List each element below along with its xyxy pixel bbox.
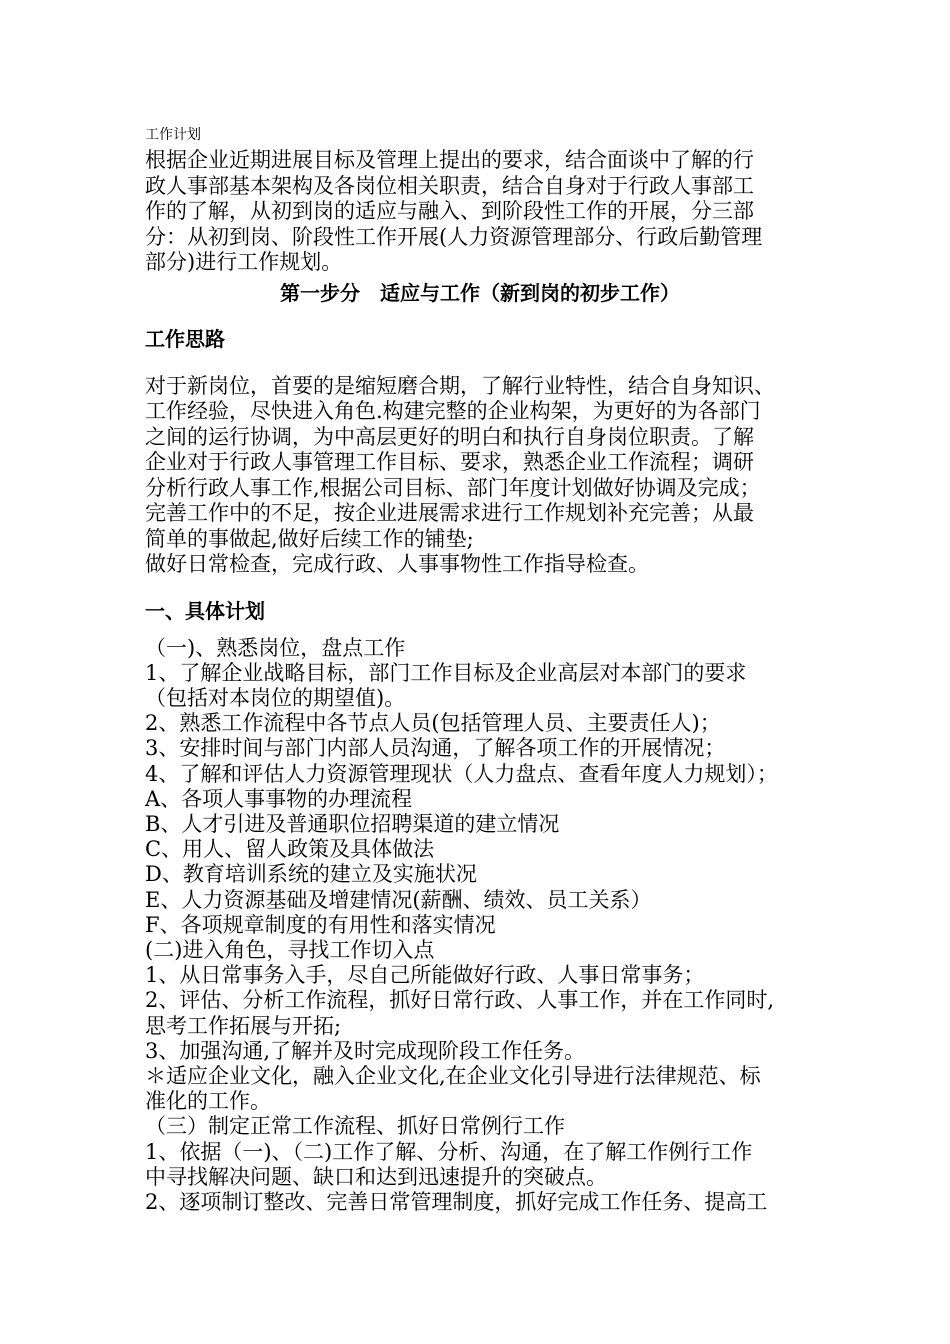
plan-line: E、人力资源基础及增建情况(薪酬、绩效、员工关系） — [145, 887, 652, 912]
plan-line: (二)进入角色，寻找工作切入点 — [145, 937, 435, 962]
plan-line: 3、加强沟通,了解并及时完成现阶段工作任务。 — [145, 1038, 586, 1063]
plan-line: 1、从日常事务入手，尽自己所能做好行政、人事日常事务； — [145, 963, 705, 988]
plan-list — [145, 636, 815, 1216]
plan-line: 1、依据（一)、（二)工作了解、分析、沟通，在了解工作例行工作 — [145, 1139, 753, 1164]
plan-line: B、人才引进及普通职位招聘渠道的建立情况 — [145, 811, 560, 836]
plan-line: 1、了解企业战略目标，部门工作目标及企业高层对本部门的要求 — [145, 660, 747, 685]
intro-paragraph — [145, 148, 815, 276]
intro-line: 根据企业近期进展目标及管理上提出的要求，结合面谈中了解的行 — [145, 148, 754, 172]
plan-line: F、各项规章制度的有用性和落实情况 — [145, 912, 496, 937]
step-heading: 第一步分 适应与工作（新到岗的初步工作） — [280, 280, 680, 305]
thinking-line: 企业对于行政人事管理工作目标、要求，熟悉企业工作流程；调研 — [145, 450, 754, 474]
plan-line: 思考工作拓展与开拓; — [145, 1013, 342, 1038]
intro-line: 部分)进行工作规划。 — [145, 250, 343, 274]
plan-line: 2、逐项制订整改、完善日常管理制度，抓好完成工作任务、提高工 — [145, 1189, 768, 1214]
plan-line: （三）制定正常工作流程、抓好日常例行工作 — [145, 1114, 565, 1139]
plan-line: D、教育培训系统的建立及实施状况 — [145, 862, 477, 887]
plan-line: 4、了解和评估人力资源管理现状（人力盘点、查看年度人力规划）； — [145, 761, 778, 786]
thinking-paragraph — [145, 374, 815, 578]
thinking-line: 工作经验，尽快进入角色.构建完整的企业构架，为更好的为各部门 — [145, 399, 761, 423]
plan-line: 准化的工作。 — [145, 1089, 271, 1114]
thinking-line: 做好日常检查，完成行政、人事事物性工作指导检查。 — [145, 552, 649, 576]
plan-line: C、用人、留人政策及具体做法 — [145, 837, 435, 862]
thinking-heading: 工作思路 — [145, 326, 225, 351]
thinking-line: 完善工作中的不足，按企业进展需求进行工作规划补充完善；从最 — [145, 501, 754, 525]
plan-line: A、各项人事事物的办理流程 — [145, 786, 413, 811]
plan-line: 3、安排时间与部门内部人员沟通，了解各项工作的开展情况； — [145, 736, 726, 761]
document-small-title: 工作计划 — [145, 127, 201, 143]
plan-line: 中寻找解决问题、缺口和达到迅速提升的突破点。 — [145, 1164, 607, 1189]
plan-line: （一)、熟悉岗位，盘点工作 — [145, 635, 406, 660]
plan-line: 2、评估、分析工作流程，抓好日常行政、人事工作，并在工作同时, — [145, 988, 775, 1013]
thinking-line: 对于新岗位，首要的是缩短磨合期，了解行业特性，结合自身知识、 — [145, 373, 775, 398]
intro-line: 政人事部基本架构及各岗位相关职责，结合自身对于行政人事部工 — [145, 173, 754, 198]
thinking-line: 简单的事做起,做好后续工作的铺垫; — [145, 526, 474, 551]
intro-line: 作的了解，从初到岗的适应与融入、到阶段性工作的开展，分三部 — [145, 199, 754, 223]
document-page — [145, 126, 815, 1215]
thinking-line: 分析行政人事工作,根据公司目标、部门年度计划做好协调及完成； — [145, 475, 761, 500]
plan-heading: 一、具体计划 — [145, 598, 265, 623]
plan-line: ＊适应企业文化，融入企业文化,在企业文化引导进行法律规范、标 — [145, 1063, 761, 1088]
intro-line: 分：从初到岗、阶段性工作开展(人力资源管理部分、行政后勤管理 — [145, 224, 763, 249]
plan-line: 2、熟悉工作流程中各节点人员(包括管理人员、主要责任人)； — [145, 711, 721, 736]
thinking-line: 之间的运行协调，为中高层更好的明白和执行自身岗位职责。了解 — [145, 424, 754, 449]
plan-line: （包括对本岗位的期望值)。 — [145, 685, 406, 710]
